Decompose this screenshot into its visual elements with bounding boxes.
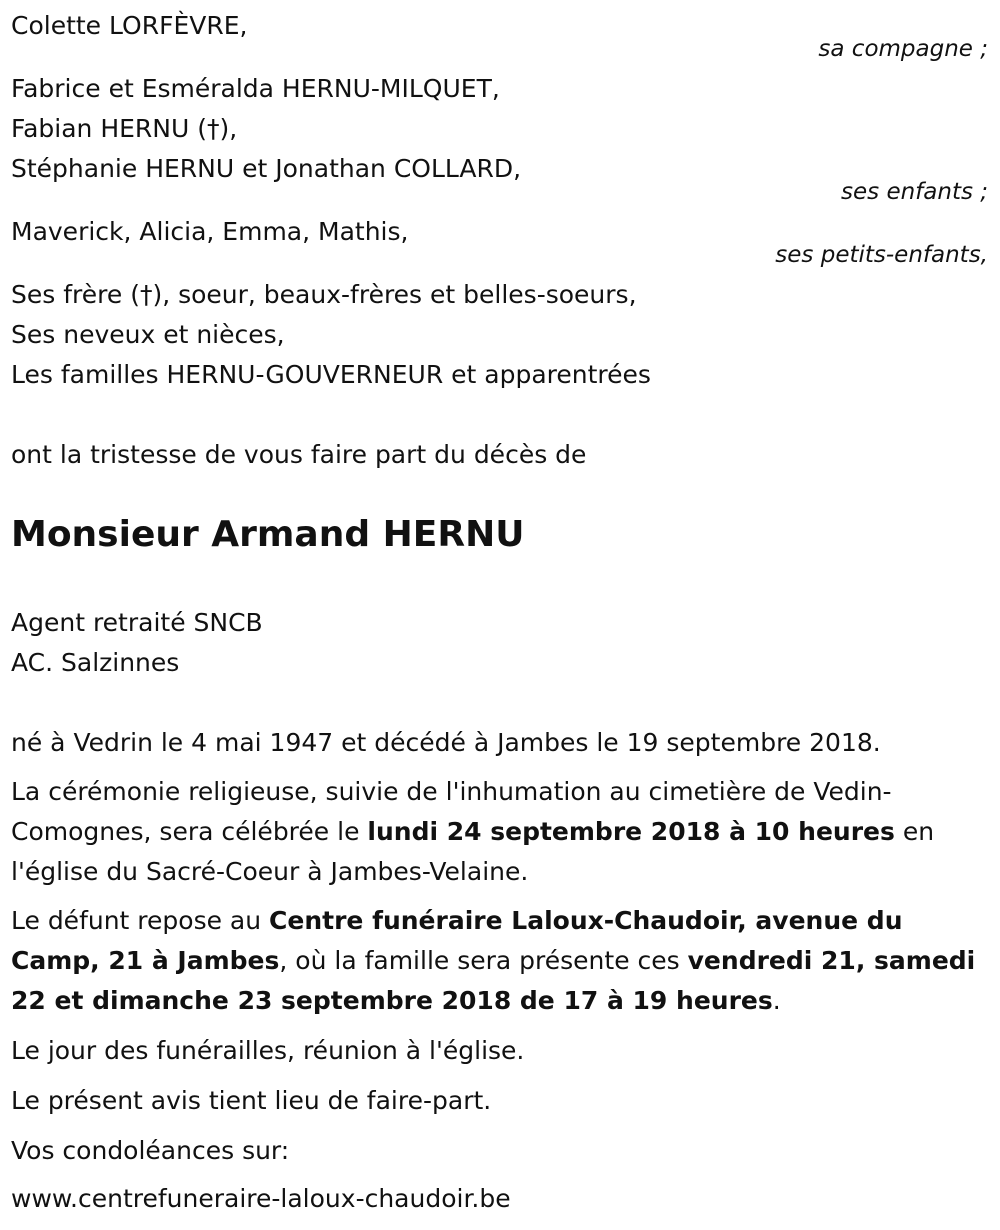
children-role: ses enfants ;: [841, 179, 988, 205]
funeral-meeting-text: Le jour des funérailles, réunion à l'église.: [11, 1036, 525, 1065]
deceased-detail: AC. Salzinnes: [11, 648, 180, 677]
ceremony-datetime: lundi 24 septembre 2018 à 10 heures: [367, 817, 895, 846]
viewing-middle: , où la famille sera présente ces: [279, 946, 688, 975]
ceremony-paragraph: [11, 772, 991, 892]
ceremony-place: en l'église du Sacré-Coeur à Jambes-Velaine.: [11, 817, 935, 886]
child-name: Stéphanie HERNU et Jonathan COLLARD,: [11, 154, 522, 183]
ceremony-intro: La cérémonie religieuse, suivie de l'inhumation au cimetière de Vedin-Comognes, sera célébrée le: [11, 777, 892, 846]
deceased-name: Monsieur Armand HERNU: [11, 514, 525, 555]
child-name: Fabrice et Esméralda HERNU-MILQUET,: [11, 74, 500, 103]
condolences-website[interactable]: www.centrefuneraire-laloux-chaudoir.be: [11, 1184, 511, 1213]
relatives-line: Ses frère (†), soeur, beaux-frères et belles-soeurs,: [11, 280, 637, 309]
grandchildren-names: Maverick, Alicia, Emma, Mathis,: [11, 217, 409, 246]
condolences-label: Vos condoléances sur:: [11, 1136, 290, 1165]
child-name: Fabian HERNU (†),: [11, 114, 238, 143]
announcement-text: ont la tristesse de vous faire part du décès de: [11, 440, 587, 469]
grandchildren-role: ses petits-enfants,: [775, 242, 988, 268]
relatives-line: Les familles HERNU-GOUVERNEUR et apparentrées: [11, 360, 651, 389]
deceased-detail: Agent retraité SNCB: [11, 608, 263, 637]
birth-death-text: né à Vedrin le 4 mai 1947 et décédé à Jambes le 19 septembre 2018.: [11, 728, 881, 757]
viewing-location: Centre funéraire Laloux-Chaudoir, avenue du Camp, 21 à Jambes: [11, 906, 903, 975]
partner-name: Colette LORFÈVRE,: [11, 11, 248, 40]
notice-text: Le présent avis tient lieu de faire-part.: [11, 1086, 492, 1115]
viewing-end: .: [772, 986, 781, 1015]
relatives-line: Ses neveux et nièces,: [11, 320, 285, 349]
viewing-dates: vendredi 21, samedi 22 et dimanche 23 septembre 2018 de 17 à 19 heures: [11, 946, 976, 1015]
viewing-intro: Le défunt repose au: [11, 906, 270, 935]
viewing-paragraph: [11, 901, 991, 1021]
partner-role: sa compagne ;: [818, 36, 988, 62]
